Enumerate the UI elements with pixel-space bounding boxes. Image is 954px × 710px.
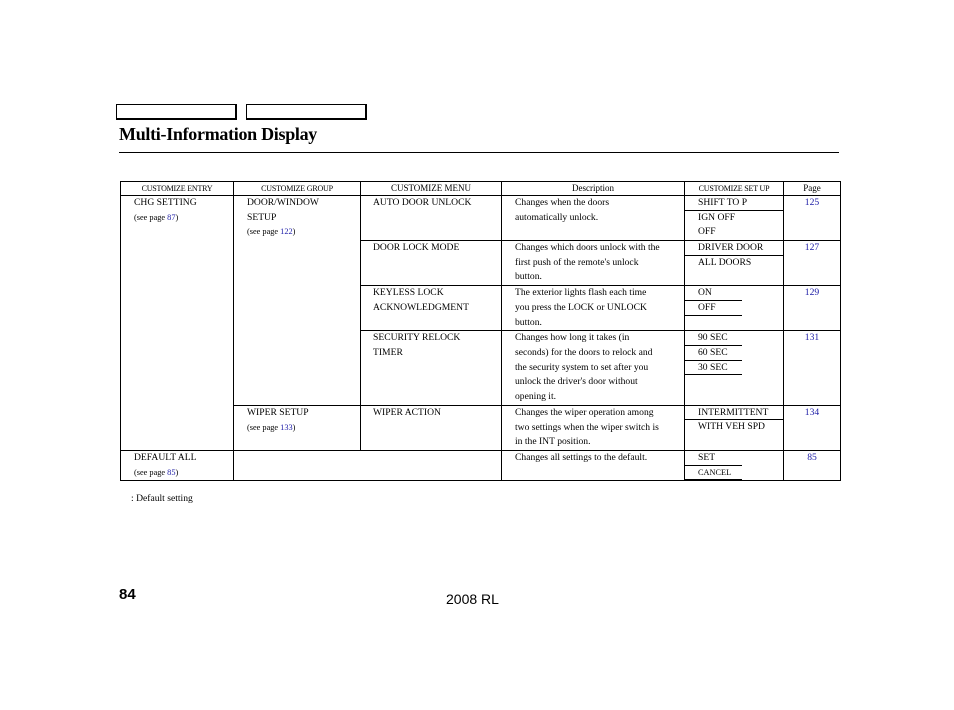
col-header-group: CUSTOMIZE GROUP: [234, 182, 361, 196]
page-link[interactable]: 87: [167, 212, 176, 222]
model-name: 2008 RL: [446, 591, 499, 607]
menu-cell: WIPER ACTION: [361, 405, 502, 450]
group-door-window: DOOR/WINDOW SETUP (see page 122): [234, 196, 361, 406]
page-link[interactable]: 125: [804, 197, 820, 208]
page-link[interactable]: 127: [804, 242, 820, 254]
page-cell[interactable]: [784, 405, 841, 450]
entry-chg-setting: CHG SETTING (see page 87): [121, 196, 234, 451]
description-cell: Changes which doors unlock with the first push of the remote's unlock button.: [502, 241, 685, 286]
page-link[interactable]: 133: [280, 422, 293, 432]
page-link[interactable]: 131: [804, 332, 820, 344]
table-header-row: [121, 182, 841, 196]
setup-option-default: ON: [685, 286, 742, 301]
empty-cell: [234, 450, 502, 480]
setup-option: OFF: [698, 226, 716, 238]
col-header-setup: CUSTOMIZE SET UP: [685, 182, 784, 196]
entry-default-all: DEFAULT ALL (see page 85): [121, 450, 234, 480]
setup-cell: [685, 450, 784, 480]
nav-button-contents[interactable]: [116, 104, 237, 120]
page-cell[interactable]: [784, 241, 841, 286]
setup-option: 90 SEC: [685, 331, 742, 346]
customize-table: [120, 181, 841, 481]
page-link[interactable]: 85: [167, 467, 176, 477]
setup-option-default: 60 SEC: [685, 346, 742, 361]
setup-cell: [685, 405, 784, 450]
group-wiper-setup: WIPER SETUP (see page 133): [234, 405, 361, 450]
setup-option: OFF: [685, 301, 742, 316]
setup-option: IGN OFF: [698, 211, 736, 223]
menu-cell: KEYLESS LOCK ACKNOWLEDGMENT: [361, 286, 502, 331]
setup-option-default: DRIVER DOOR: [685, 241, 783, 256]
setup-option: ALL DOORS: [698, 256, 752, 268]
setup-option-default: CANCEL: [685, 466, 742, 481]
col-header-page: Page: [784, 182, 841, 196]
title-divider: [119, 152, 839, 153]
setup-option: 30 SEC: [685, 361, 742, 376]
table-row: [121, 450, 841, 480]
col-header-menu: CUSTOMIZE MENU: [361, 182, 502, 196]
page-number: 84: [119, 586, 136, 603]
description-cell: Changes the wiper operation among two settings when the wiper switch is in the INT position.: [502, 405, 685, 450]
setup-option-default: SHIFT TO P: [685, 196, 783, 211]
menu-cell: SECURITY RELOCK TIMER: [361, 331, 502, 406]
menu-cell: AUTO DOOR UNLOCK: [361, 196, 502, 241]
description-cell: The exterior lights flash each time you press the LOCK or UNLOCK button.: [502, 286, 685, 331]
setup-option-default: INTERMITTENT: [685, 406, 783, 421]
page-cell[interactable]: [784, 331, 841, 406]
description-cell: Changes all settings to the default.: [502, 450, 685, 480]
setup-cell: [685, 286, 784, 331]
menu-cell: DOOR LOCK MODE: [361, 241, 502, 286]
col-header-description: Description: [502, 182, 685, 196]
description-cell: Changes when the doors automatically unlock.: [502, 196, 685, 241]
page-link[interactable]: 134: [804, 406, 820, 418]
page-link[interactable]: 122: [280, 227, 293, 237]
nav-button-index[interactable]: [246, 104, 367, 120]
setup-cell: [685, 196, 784, 241]
legend-default-setting: : Default setting: [131, 493, 193, 504]
setup-cell: [685, 241, 784, 286]
setup-cell: [685, 331, 784, 406]
page-link[interactable]: 129: [804, 287, 820, 299]
description-cell: Changes how long it takes (in seconds) for the doors to relock and the security system to set after you unlock the driver's door without opening it.: [502, 331, 685, 406]
page-cell[interactable]: [784, 286, 841, 331]
setup-option: SET: [685, 451, 742, 466]
setup-option: WITH VEH SPD: [698, 421, 765, 433]
page-cell[interactable]: [784, 450, 841, 480]
page-title: Multi-Information Display: [119, 124, 318, 144]
table-row: [121, 196, 841, 241]
page-link[interactable]: 85: [807, 451, 817, 463]
col-header-entry: CUSTOMIZE ENTRY: [121, 182, 234, 196]
page-cell[interactable]: [784, 196, 841, 241]
